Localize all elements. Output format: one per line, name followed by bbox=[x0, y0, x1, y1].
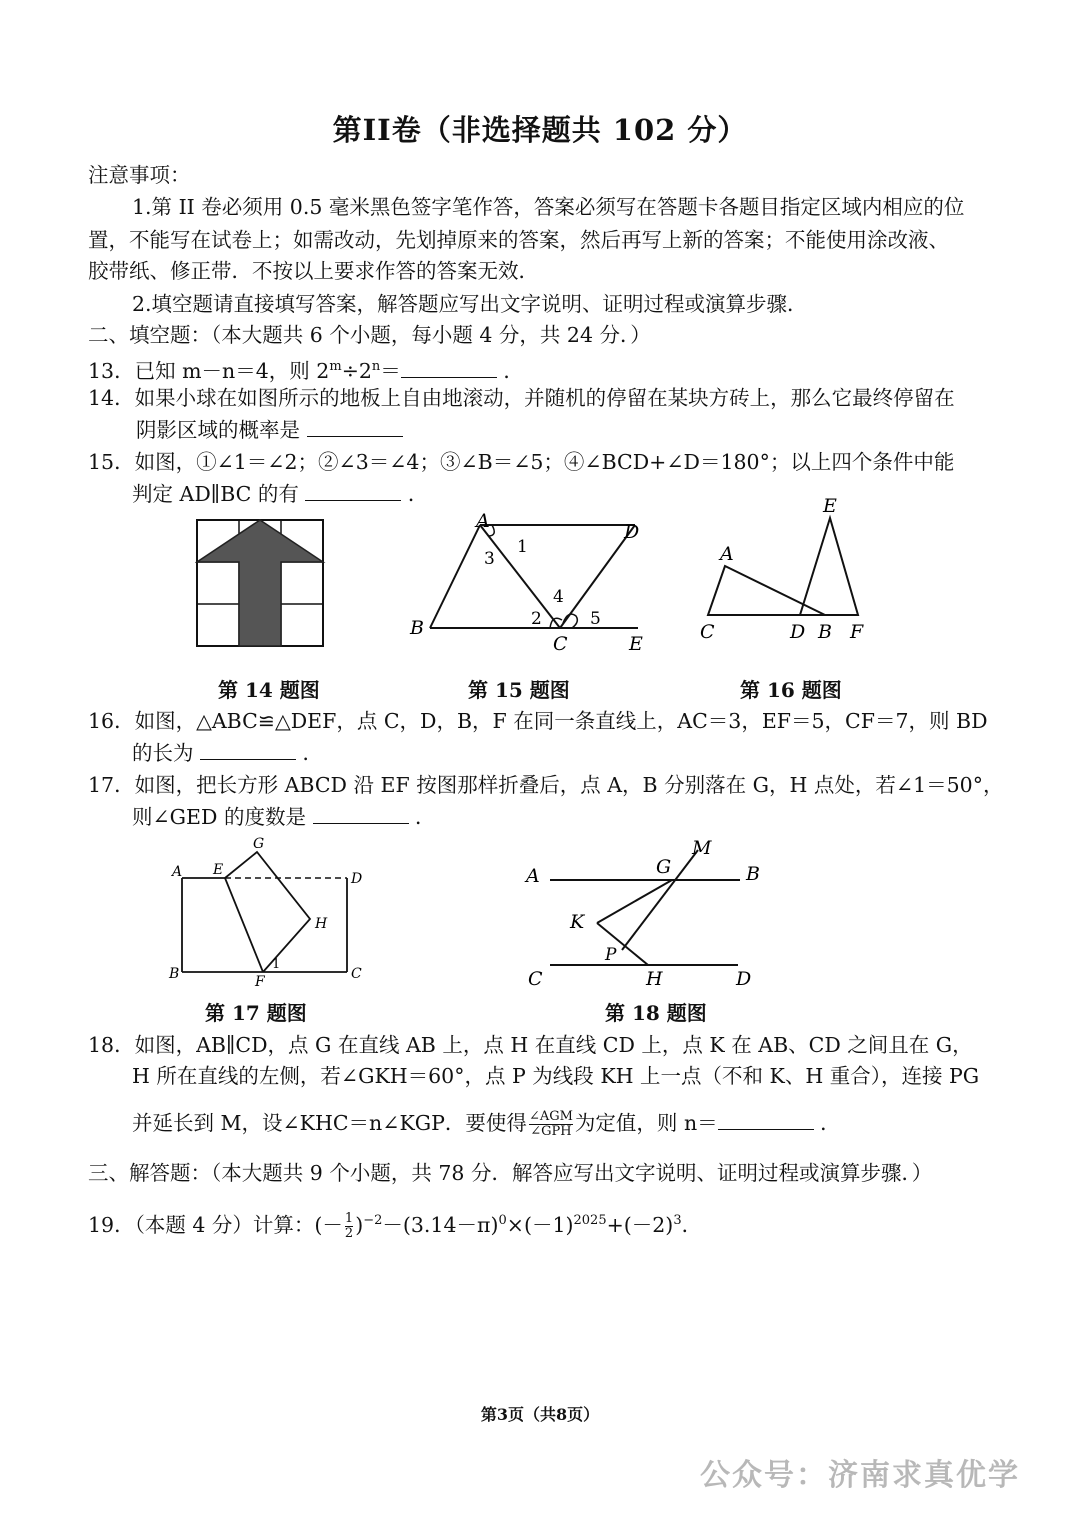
svg-text:2: 2 bbox=[531, 609, 542, 629]
notice-item1-line1: 1.第 II 卷必须用 0.5 毫米黑色签字笔作答，答案必须写在答题卡各题目指定区域内相应的位 bbox=[132, 195, 965, 219]
question-19: 19．（本题 4 分）计算：(－ $\frac{1}{2}$ )$^{-2}-(3.14-\pi)^0\times(-1)^{2025}+(-2)^3$． bbox=[88, 1210, 703, 1241]
svg-text:P: P bbox=[605, 945, 617, 965]
svg-text:1: 1 bbox=[272, 957, 281, 972]
question-18-line1: 18．如图，AB∥CD，点 G 在直线 AB 上，点 H 在直线 CD 上，点 K 在 AB、CD 之间且在 G， bbox=[88, 1033, 973, 1057]
svg-text:3: 3 bbox=[484, 549, 495, 569]
answer-blank-16 bbox=[200, 739, 296, 760]
svg-text:F: F bbox=[255, 974, 265, 990]
answer-blank-14 bbox=[307, 416, 403, 437]
caption-figure-18: 第 18 题图 bbox=[605, 1001, 707, 1025]
svg-text:A: A bbox=[720, 543, 734, 565]
question-17-line2: 则∠GED 的度数是 ． bbox=[132, 805, 436, 829]
svg-text:M: M bbox=[692, 837, 712, 859]
section2-heading: 二、填空题：（本大题共 6 个小题，每小题 4 分，共 24 分．） bbox=[88, 323, 651, 347]
svg-text:5: 5 bbox=[590, 609, 601, 629]
svg-text:4: 4 bbox=[553, 587, 564, 607]
svg-text:E: E bbox=[629, 633, 643, 655]
svg-text:B: B bbox=[410, 617, 424, 639]
svg-text:G: G bbox=[253, 836, 265, 852]
svg-text:H: H bbox=[315, 916, 328, 932]
caption-figure-15: 第 15 题图 bbox=[468, 678, 570, 702]
svg-text:D: D bbox=[351, 871, 363, 887]
notice-item1-line2: 置，不能写在试卷上；如需改动，先划掉原来的答案，然后再写上新的答案；不能使用涂改液、 bbox=[88, 228, 949, 252]
figure-15 bbox=[400, 510, 660, 660]
figure-17 bbox=[165, 832, 370, 992]
svg-text:H: H bbox=[646, 968, 663, 990]
answer-blank-17 bbox=[313, 803, 409, 824]
caption-figure-14: 第 14 题图 bbox=[218, 678, 320, 702]
svg-text:K: K bbox=[570, 911, 585, 933]
question-16-line2: 的长为 ． bbox=[132, 741, 324, 765]
svg-text:D: D bbox=[736, 968, 752, 990]
question-14-line2: 阴影区域的概率是 bbox=[136, 415, 403, 445]
question-13: 13．已知 m－n＝4，则 $2^m\div 2^n=$ ． bbox=[88, 358, 524, 383]
svg-text:A: A bbox=[172, 864, 183, 880]
notice-item1-line3: 胶带纸、修正带．不按以上要求作答的答案无效． bbox=[88, 259, 539, 283]
page-footer: 第3页（共8页） bbox=[480, 1405, 600, 1424]
question-18-line2: H 所在直线的左侧，若∠GKH＝60°，点 P 为线段 KH 上一点（不和 K、H 重合），连接 PG bbox=[132, 1064, 980, 1088]
svg-text:C: C bbox=[351, 966, 362, 982]
figure-18 bbox=[520, 830, 770, 995]
svg-text:C: C bbox=[553, 633, 568, 655]
svg-text:C: C bbox=[528, 968, 543, 990]
notice-heading: 注意事项： bbox=[88, 163, 191, 187]
fraction-agm-gph: $\frac{\text{∠AGM}}{\text{∠GPH}}$ bbox=[528, 1109, 573, 1139]
section3-heading: 三、解答题：（本大题共 9 个小题，共 78 分．解答应写出文字说明、证明过程或演算步骤．） bbox=[88, 1161, 933, 1185]
figure-14 bbox=[195, 518, 327, 650]
svg-text:E: E bbox=[823, 495, 837, 517]
caption-figure-16: 第 16 题图 bbox=[740, 678, 842, 702]
question-15-line1: 15．如图，①∠1＝∠2；②∠3＝∠4；③∠B＝∠5；④∠BCD+∠D＝180°；以上四个条件中能 bbox=[88, 450, 955, 474]
svg-text:B: B bbox=[169, 966, 180, 982]
caption-figure-17: 第 17 题图 bbox=[205, 1001, 307, 1025]
svg-text:A: A bbox=[526, 865, 540, 887]
answer-blank-15 bbox=[305, 480, 401, 501]
svg-text:E: E bbox=[213, 862, 224, 878]
figure-16 bbox=[690, 490, 880, 650]
svg-text:C: C bbox=[700, 621, 715, 643]
question-14-line1: 14．如果小球在如图所示的地板上自由地滚动，并随机的停留在某块方砖上，那么它最终停留在 bbox=[88, 386, 955, 410]
page-title: 第II卷（非选择题共 102 分） bbox=[332, 113, 748, 147]
svg-text:B: B bbox=[818, 621, 832, 643]
svg-text:D: D bbox=[624, 521, 640, 543]
svg-text:D: D bbox=[790, 621, 806, 643]
svg-text:B: B bbox=[746, 863, 760, 885]
svg-text:1: 1 bbox=[517, 537, 528, 557]
svg-text:G: G bbox=[656, 856, 672, 878]
question-16-line1: 16．如图，△ABC≌△DEF，点 C，D，B，F 在同一条直线上，AC＝3，EF＝5，CF＝7，则 BD bbox=[88, 709, 988, 733]
watermark: 公众号：济南求真优学 bbox=[700, 1458, 1020, 1493]
answer-blank-13 bbox=[401, 357, 497, 378]
answer-blank-18 bbox=[718, 1109, 814, 1130]
question-15-line2: 判定 AD∥BC 的有 ． bbox=[132, 482, 429, 506]
notice-item2: 2.填空题请直接填写答案，解答题应写出文字说明、证明过程或演算步骤． bbox=[132, 292, 808, 316]
svg-text:A: A bbox=[476, 510, 490, 532]
question-17-line1: 17．如图，把长方形 ABCD 沿 EF 按图那样折叠后，点 A，B 分别落在 G，H 点处，若∠1＝50°， bbox=[88, 773, 1004, 797]
fraction-one-half: $\frac{1}{2}$ bbox=[344, 1210, 354, 1241]
question-18-line3: 并延长到 M，设∠KHC＝n∠KGP．要使得 $\frac{\text{∠AGM}}{\text{∠GPH}}$ 为定值，则 n＝ ． bbox=[132, 1109, 841, 1139]
svg-text:F: F bbox=[850, 621, 864, 643]
